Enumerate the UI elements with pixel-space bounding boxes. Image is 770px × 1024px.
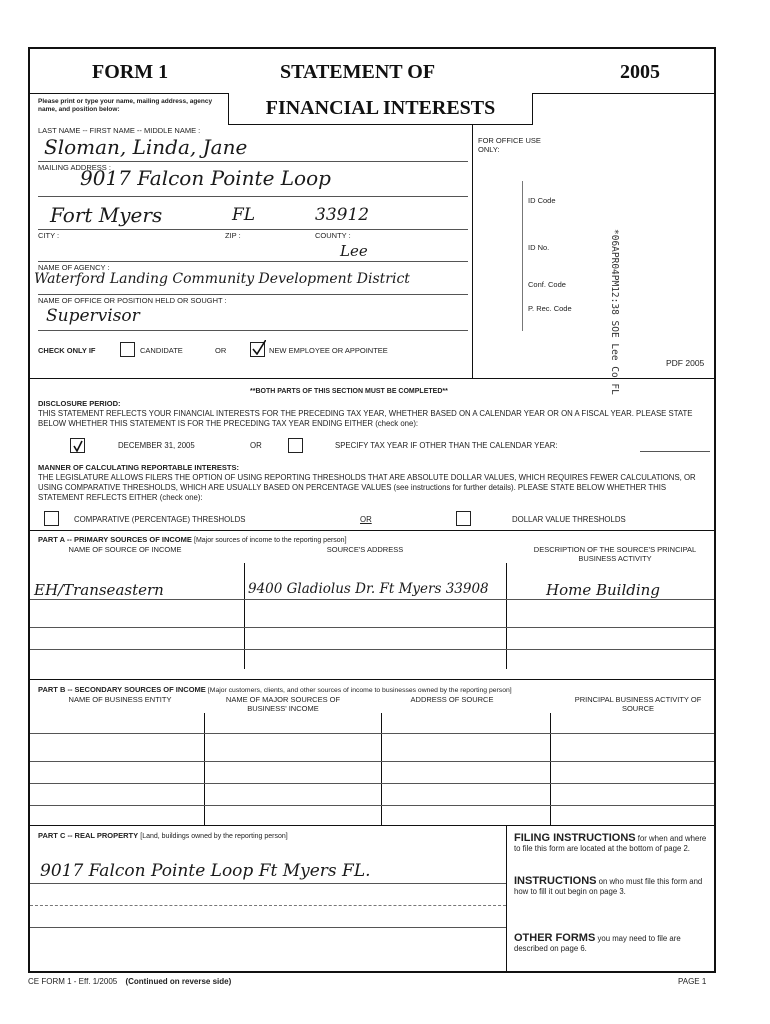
part-b-col4: PRINCIPAL BUSINESS ACTIVITY OF SOURCE [574,695,702,713]
name-value[interactable]: Sloman, Linda, Jane [44,135,248,159]
agency-value[interactable]: Waterford Landing Community Development District [34,271,410,287]
specify-year-checkbox[interactable] [288,438,303,453]
december-label: DECEMBER 31, 2005 [118,441,195,450]
form-year: 2005 [620,61,660,83]
manner-text: THE LEGISLATURE ALLOWS FILERS THE OPTION OF USING REPORTING THRESHOLDS THAT ARE ABSOLUTE DOLLAR VALUES, WHICH REQUIRES FEWER CALCULATIONS, OR USING COMPARATIVE THRESHOLDS, WHICH ARE USUALLY BASED ON PERCENTAGE VALUES (see instructions for further details). PLEASE STATE BELOW WHETHER THIS STATEMENT REFLECTS EITHER (check one): [38,473,696,502]
part-a-title: PART A -- PRIMARY SOURCES OF INCOME [38,535,192,544]
new-employee-checkbox[interactable] [250,342,265,357]
city-value[interactable]: Fort Myers [50,203,163,227]
agency-label: NAME OF AGENCY : [38,263,110,272]
pdf-label: PDF 2005 [666,358,705,368]
dollar-value-label: DOLLAR VALUE THRESHOLDS [512,515,626,524]
disclosure-period-text: THIS STATEMENT REFLECTS YOUR FINANCIAL INTERESTS FOR THE PRECEDING TAX YEAR, WHETHER BASED ON A CALENDAR YEAR OR ON A FISCAL YEAR. PLEASE STATE BELOW WHETHER THIS STATEMENT IS FOR THE PRECEDING TAX YEAR ENDING EITHER (check one): [38,409,693,428]
name-label: LAST NAME -- FIRST NAME -- MIDDLE NAME : [38,126,201,135]
footer-page-number: PAGE 1 [678,977,707,986]
check-mark-icon [71,439,86,454]
part-a-row1-name[interactable]: EH/Transeastern [34,581,164,599]
street-value[interactable]: 9017 Falcon Pointe Loop [80,166,331,190]
candidate-checkbox[interactable] [120,342,135,357]
part-a-col3: DESCRIPTION OF THE SOURCE'S PRINCIPAL BUSINESS ACTIVITY [533,545,697,563]
other-forms-title: OTHER FORMS [514,932,596,944]
part-a-row1-activity[interactable]: Home Building [546,581,660,599]
instructions-note [514,876,714,897]
state-value[interactable]: FL [232,205,256,225]
manner-title: MANNER OF CALCULATING REPORTABLE INTERESTS: [38,463,239,472]
form-title-line2: FINANCIAL INTERESTS [265,97,496,119]
office-use-title: FOR OFFICE USE ONLY: [478,136,541,154]
conf-code-label: Conf. Code [528,280,566,289]
county-label: COUNTY : [315,231,351,240]
filing-instructions [514,833,714,854]
part-a-row1-address[interactable]: 9400 Gladiolus Dr. Ft Myers 33908 [248,581,489,597]
print-note: Please print or type your name, mailing address, agency name, and position below: [38,98,213,113]
id-no-label: ID No. [528,243,550,252]
part-c-subtitle: [Land, buildings owned by the reporting person] [140,833,288,840]
dollar-value-checkbox[interactable] [456,511,471,526]
footer-continued: (Continued on reverse side) [125,977,232,986]
p-rec-code-label: P. Rec. Code [528,304,572,313]
part-a-subtitle: [Major sources of income to the reporting person] [194,537,347,544]
part-a-col1: NAME OF SOURCE OF INCOME [68,545,182,554]
candidate-label: CANDIDATE [140,346,183,355]
part-c-row1[interactable]: 9017 Falcon Pointe Loop Ft Myers FL. [40,861,371,881]
county-value[interactable]: Lee [340,242,368,260]
filing-instructions-text: for when and where to file this form are located at the bottom of page 2. [514,834,707,853]
manner-or-label: OR [360,515,372,524]
disclosure-period-title: DISCLOSURE PERIOD: [38,399,121,408]
other-forms-text: you may need to file are described on page 6. [514,934,681,953]
part-b-col1: NAME OF BUSINESS ENTITY [68,695,172,704]
mailing-label: MAILING ADDRESS : [38,163,111,172]
part-c-title: PART C -- REAL PROPERTY [38,831,139,840]
form-title-line1: STATEMENT OF [280,61,436,83]
part-b-title: PART B -- SECONDARY SOURCES OF INCOME [38,685,206,694]
must-complete-note: **BOTH PARTS OF THIS SECTION MUST BE COMPLETED** [250,388,448,395]
new-employee-label: NEW EMPLOYEE OR APPOINTEE [269,346,388,355]
footer-form-id: CE FORM 1 - Eff. 1/2005 [28,977,118,986]
position-label: NAME OF OFFICE OR POSITION HELD OR SOUGHT : [38,296,227,305]
specify-year-label: SPECIFY TAX YEAR IF OTHER THAN THE CALENDAR YEAR: [335,441,558,450]
part-c-header [38,831,288,841]
part-b-subtitle: [Major customers, clients, and other sources of income to businesses owned by the reporting person] [207,687,512,694]
part-b-header [38,685,718,695]
zip-value[interactable]: 33912 [315,205,370,225]
part-a-header [38,535,347,545]
zip-label: ZIP : [225,231,241,240]
comparative-label: COMPARATIVE (PERCENTAGE) THRESHOLDS [74,515,246,524]
december-checkbox[interactable] [70,438,85,453]
title-box [228,93,533,125]
position-value[interactable]: Supervisor [46,306,140,326]
comparative-checkbox[interactable] [44,511,59,526]
instructions-title: INSTRUCTIONS [514,875,597,887]
check-mark-icon [251,340,266,355]
form-1-page [28,47,716,973]
other-forms-note [514,933,714,954]
form-label: FORM 1 [92,61,169,83]
part-a-col2: SOURCE'S ADDRESS [326,545,404,554]
footer-left [28,977,231,986]
id-code-label: ID Code [528,196,556,205]
period-or-label: OR [250,441,262,450]
filing-instructions-title: FILING INSTRUCTIONS [514,832,636,844]
received-stamp: *06APR04PM12:38 SOE Lee Co FL [609,229,620,395]
part-b-col3: ADDRESS OF SOURCE [410,695,494,704]
instructions-text: on who must file this form and how to fill it out begin on page 3. [514,877,703,896]
city-label: CITY : [38,231,60,240]
or-label: OR [215,346,227,355]
check-only-label: CHECK ONLY IF [38,346,96,355]
part-b-col2: NAME OF MAJOR SOURCES OF BUSINESS' INCOME [225,695,341,713]
